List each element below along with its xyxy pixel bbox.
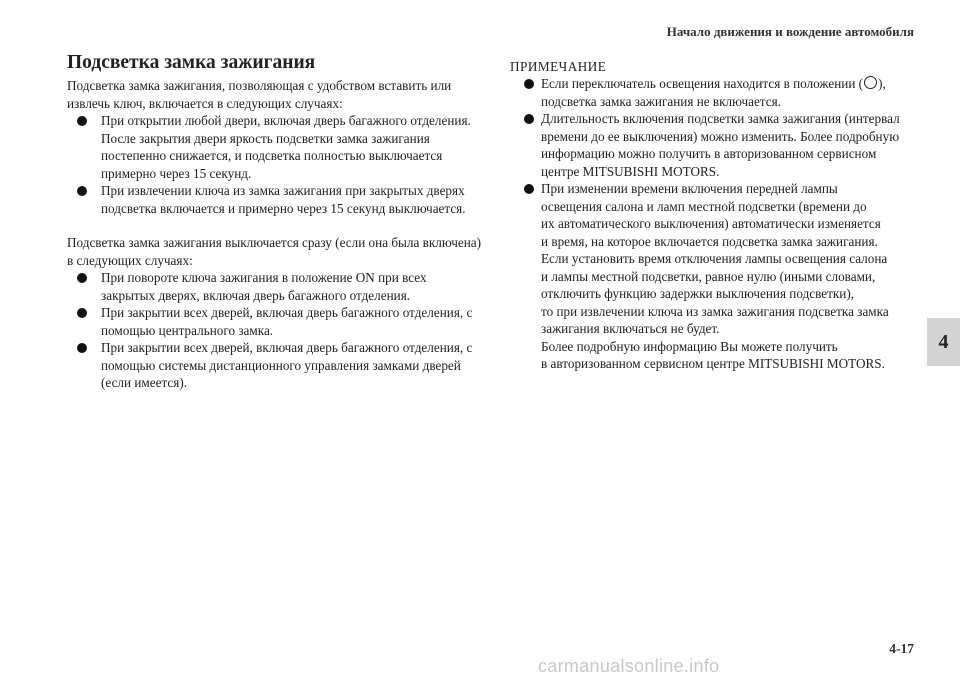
watermark: carmanualsonline.info	[538, 656, 720, 676]
section-title: Подсветка замка зажигания	[67, 52, 316, 73]
bullet-icon	[77, 343, 87, 353]
note-title: ПРИМЕЧАНИЕ	[510, 59, 607, 74]
list-item: Длительность включения подсветки замка зажигания (интервал времени до ее выключения) можно изменить. Более подробную информацию можно получить в авторизованном сервисном центре MITSUBISHI MOTORS.	[510, 110, 915, 180]
bullet-icon	[77, 116, 87, 126]
list-item: При повороте ключа зажигания в положение ON при всех закрытых дверях, включая дверь багажного отделения.	[67, 269, 482, 304]
list-item: При извлечении ключа из замка зажигания при закрытых дверях подсветка включается и примерно через 15 секунд выключается.	[67, 182, 482, 217]
bullet-icon	[77, 308, 87, 318]
bullet-icon	[524, 184, 534, 194]
off-cases-list	[67, 269, 482, 392]
list-item: При закрытии всех дверей, включая дверь багажного отделения, с помощью центрального замка.	[67, 304, 482, 339]
page-number: 4-17	[889, 641, 914, 656]
bullet-icon	[77, 273, 87, 283]
list-item: При открытии любой двери, включая дверь багажного отделения. После закрытия двери яркость подсветки замка зажигания постепенно снижается, и подсветка полностью выключается примерно через 15 секунд.	[67, 112, 482, 182]
off-circle-icon	[864, 76, 877, 89]
note-section	[510, 58, 915, 373]
bullet-icon	[524, 114, 534, 124]
list-item: При закрытии всех дверей, включая дверь багажного отделения, с помощью системы дистанционного управления замками дверей (если имеется).	[67, 339, 482, 392]
note-list	[510, 75, 915, 373]
on-cases-list	[67, 112, 482, 217]
chapter-tab[interactable]: 4	[927, 318, 960, 366]
list-item: Если переключатель освещения находится в положении ( ), подсветка замка зажигания не включается.	[510, 75, 915, 110]
intro-paragraph: Подсветка замка зажигания, позволяющая с удобством вставить или извлечь ключ, включается в следующих случаях:	[67, 78, 452, 111]
chapter-header: Начало движения и вождение автомобиля	[666, 24, 914, 39]
bullet-icon	[77, 186, 87, 196]
bullet-icon	[524, 79, 534, 89]
list-item: При изменении времени включения передней лампы освещения салона и ламп местной подсветки (времени до их автоматического выключения) автоматически изменяется и время, на которое включается подсветка замка зажигания. Если установить время отключения лампы освещения салона и лампы местной подсветки, равное нулю (иными словами, отключить функцию задержки выключения подсветки), то при извлечении ключа из замка зажигания подсветка замка зажигания включаться не будет. Более подробную информацию Вы можете получить в авторизованном сервисном центре MITSUBISHI MOTORS.	[510, 180, 915, 373]
off-intro-paragraph: Подсветка замка зажигания выключается сразу (если она была включена) в следующих случаях:	[67, 235, 482, 268]
main-section	[67, 52, 482, 392]
